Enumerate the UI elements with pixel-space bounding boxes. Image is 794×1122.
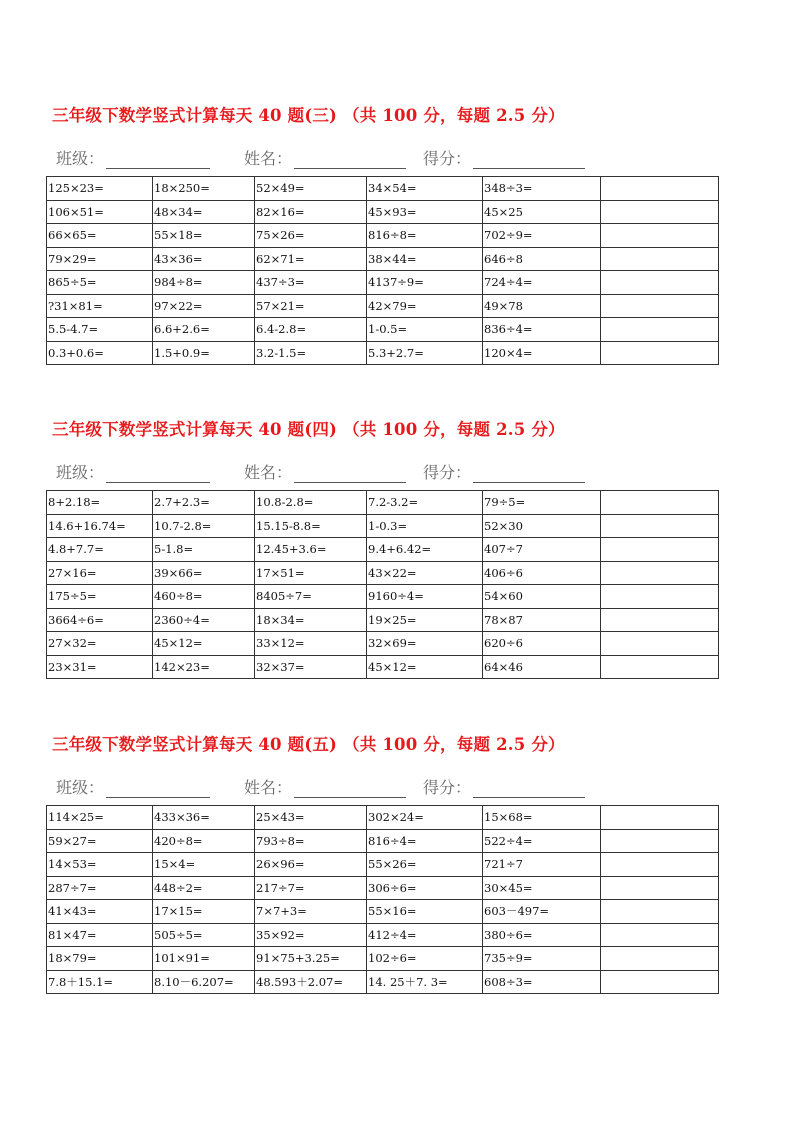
empty-cell — [601, 224, 719, 248]
problem-cell: 45×25 — [483, 200, 601, 224]
empty-cell — [601, 538, 719, 562]
table-row — [47, 341, 719, 365]
problem-cell: 620÷6 — [483, 632, 601, 656]
table-row — [47, 608, 719, 632]
problem-cell: 1-0.5= — [367, 318, 483, 342]
table-row — [47, 294, 719, 318]
problem-cell: 45×93= — [367, 200, 483, 224]
problem-cell: 7×7+3= — [255, 900, 367, 924]
problem-cell: 15×68= — [483, 806, 601, 830]
problem-cell: 57×21= — [255, 294, 367, 318]
empty-cell — [601, 294, 719, 318]
problem-cell: 14×53= — [47, 853, 153, 877]
section-title: 三年级下数学竖式计算每天 40 题(五) （共 100 分，每题 2.5 分） — [52, 735, 565, 754]
table-row — [47, 876, 719, 900]
problem-cell: 32×69= — [367, 632, 483, 656]
problem-cell: 15×4= — [153, 853, 255, 877]
problem-cell: 608÷3= — [483, 970, 601, 994]
problem-cell: 25×43= — [255, 806, 367, 830]
table-row — [47, 853, 719, 877]
problem-cell: 217÷7= — [255, 876, 367, 900]
problem-cell: 54×60 — [483, 585, 601, 609]
class-blank-line[interactable] — [106, 466, 210, 483]
problem-cell: 380÷6= — [483, 923, 601, 947]
table-row — [47, 538, 719, 562]
score-field — [423, 775, 585, 798]
problem-cell: 5-1.8= — [153, 538, 255, 562]
table-row — [47, 247, 719, 271]
problem-cell: 7.2-3.2= — [367, 491, 483, 515]
table-row — [47, 200, 719, 224]
class-field — [56, 775, 210, 798]
problem-cell: 82×16= — [255, 200, 367, 224]
problem-cell: 52×30 — [483, 514, 601, 538]
problem-cell: 55×16= — [367, 900, 483, 924]
class-blank-line[interactable] — [106, 152, 210, 169]
score-label: 得分： — [423, 778, 472, 797]
table-row — [47, 970, 719, 994]
empty-cell — [601, 341, 719, 365]
student-info-row — [56, 460, 616, 482]
problem-cell: 6.6+2.6= — [153, 318, 255, 342]
problem-cell: 106×51= — [47, 200, 153, 224]
problem-cell: 8.10－6.207= — [153, 970, 255, 994]
problem-cell: 836÷4= — [483, 318, 601, 342]
problem-cell: 18×250= — [153, 177, 255, 201]
student-info-row — [56, 775, 616, 797]
problem-cell: 43×36= — [153, 247, 255, 271]
problem-cell: 55×26= — [367, 853, 483, 877]
problem-cell: 42×79= — [367, 294, 483, 318]
problem-cell: 114×25= — [47, 806, 153, 830]
problem-cell: 41×43= — [47, 900, 153, 924]
problem-cell: 79×29= — [47, 247, 153, 271]
empty-cell — [601, 970, 719, 994]
empty-cell — [601, 923, 719, 947]
empty-cell — [601, 900, 719, 924]
problem-cell: 62×71= — [255, 247, 367, 271]
problem-cell: 49×78 — [483, 294, 601, 318]
problem-cell: 91×75+3.25= — [255, 947, 367, 971]
problem-cell: 26×96= — [255, 853, 367, 877]
table-row — [47, 632, 719, 656]
name-field — [244, 146, 406, 169]
empty-cell — [601, 947, 719, 971]
empty-cell — [601, 177, 719, 201]
problem-cell: 59×27= — [47, 829, 153, 853]
class-label: 班级： — [56, 463, 105, 482]
problem-cell: 125×23= — [47, 177, 153, 201]
table-row — [47, 491, 719, 515]
empty-cell — [601, 514, 719, 538]
problem-cell: 14.6+16.74= — [47, 514, 153, 538]
problem-cell: 30×45= — [483, 876, 601, 900]
class-field — [56, 460, 210, 483]
class-label: 班级： — [56, 778, 105, 797]
problem-cell: 102÷6= — [367, 947, 483, 971]
problem-cell: 10.7-2.8= — [153, 514, 255, 538]
problem-cell: 306÷6= — [367, 876, 483, 900]
problem-cell: 3.2-1.5= — [255, 341, 367, 365]
table-row — [47, 177, 719, 201]
empty-cell — [601, 318, 719, 342]
section-title: 三年级下数学竖式计算每天 40 题(四) （共 100 分，每题 2.5 分） — [52, 420, 565, 439]
score-label: 得分： — [423, 463, 472, 482]
problem-cell: 43×22= — [367, 561, 483, 585]
problem-cell: 5.5-4.7= — [47, 318, 153, 342]
problem-cell: 522÷4= — [483, 829, 601, 853]
problem-cell: 793÷8= — [255, 829, 367, 853]
empty-cell — [601, 247, 719, 271]
problem-cell: 8+2.18= — [47, 491, 153, 515]
name-blank-line[interactable] — [294, 466, 406, 483]
problem-cell: 18×79= — [47, 947, 153, 971]
empty-cell — [601, 853, 719, 877]
problem-cell: 10.8-2.8= — [255, 491, 367, 515]
problem-cell: 4137÷9= — [367, 271, 483, 295]
problem-cell: 412÷4= — [367, 923, 483, 947]
table-row — [47, 829, 719, 853]
class-blank-line[interactable] — [106, 781, 210, 798]
problem-cell: 724÷4= — [483, 271, 601, 295]
problem-cell: 0.3+0.6= — [47, 341, 153, 365]
problem-cell: 5.3+2.7= — [367, 341, 483, 365]
problem-cell: 4.8+7.7= — [47, 538, 153, 562]
problem-cell: 735÷9= — [483, 947, 601, 971]
problem-cell: 816÷4= — [367, 829, 483, 853]
problem-cell: 407÷7 — [483, 538, 601, 562]
problem-cell: ?31×81= — [47, 294, 153, 318]
problem-cell: 646÷8 — [483, 247, 601, 271]
problem-cell: 702÷9= — [483, 224, 601, 248]
problem-cell: 287÷7= — [47, 876, 153, 900]
table-row — [47, 655, 719, 679]
problem-cell: 175÷5= — [47, 585, 153, 609]
problem-cell: 64×46 — [483, 655, 601, 679]
problem-cell: 865÷5= — [47, 271, 153, 295]
name-blank-line[interactable] — [294, 781, 406, 798]
problem-cell: 302×24= — [367, 806, 483, 830]
empty-cell — [601, 806, 719, 830]
table-row — [47, 806, 719, 830]
score-label: 得分： — [423, 149, 472, 168]
empty-cell — [601, 829, 719, 853]
score-field — [423, 460, 585, 483]
score-blank-line[interactable] — [473, 152, 585, 169]
empty-cell — [601, 876, 719, 900]
problem-cell: 7.8＋15.1= — [47, 970, 153, 994]
name-field — [244, 460, 406, 483]
problem-cell: 75×26= — [255, 224, 367, 248]
problem-cell: 9.4+6.42= — [367, 538, 483, 562]
problem-cell: 420÷8= — [153, 829, 255, 853]
problem-cell: 721÷7 — [483, 853, 601, 877]
problem-cell: 45×12= — [153, 632, 255, 656]
problem-cell: 101×91= — [153, 947, 255, 971]
problem-cell: 52×49= — [255, 177, 367, 201]
problem-cell: 15.15-8.8= — [255, 514, 367, 538]
problem-cell: 48×34= — [153, 200, 255, 224]
problem-cell: 81×47= — [47, 923, 153, 947]
problem-cell: 816÷8= — [367, 224, 483, 248]
problem-cell: 6.4-2.8= — [255, 318, 367, 342]
problem-cell: 38×44= — [367, 247, 483, 271]
problem-cell: 448÷2= — [153, 876, 255, 900]
empty-cell — [601, 585, 719, 609]
problem-cell: 55×18= — [153, 224, 255, 248]
problem-cell: 120×4= — [483, 341, 601, 365]
empty-cell — [601, 655, 719, 679]
problem-cell: 23×31= — [47, 655, 153, 679]
score-field — [423, 146, 585, 169]
name-label: 姓名： — [244, 463, 293, 482]
student-info-row — [56, 146, 616, 168]
problem-cell: 48.593＋2.07= — [255, 970, 367, 994]
problem-cell: 33×12= — [255, 632, 367, 656]
empty-cell — [601, 608, 719, 632]
table-row — [47, 224, 719, 248]
table-row — [47, 585, 719, 609]
empty-cell — [601, 632, 719, 656]
problem-table — [46, 805, 719, 994]
problem-cell: 79÷5= — [483, 491, 601, 515]
problem-cell: 437÷3= — [255, 271, 367, 295]
table-row — [47, 514, 719, 538]
name-field — [244, 775, 406, 798]
problem-cell: 32×37= — [255, 655, 367, 679]
problem-cell: 505÷5= — [153, 923, 255, 947]
problem-cell: 406÷6 — [483, 561, 601, 585]
problem-cell: 8405÷7= — [255, 585, 367, 609]
problem-cell: 12.45+3.6= — [255, 538, 367, 562]
problem-cell: 78×87 — [483, 608, 601, 632]
name-label: 姓名： — [244, 149, 293, 168]
problem-cell: 27×32= — [47, 632, 153, 656]
empty-cell — [601, 561, 719, 585]
class-field — [56, 146, 210, 169]
problem-cell: 45×12= — [367, 655, 483, 679]
problem-cell: 17×15= — [153, 900, 255, 924]
table-row — [47, 900, 719, 924]
name-label: 姓名： — [244, 778, 293, 797]
problem-cell: 1.5+0.9= — [153, 341, 255, 365]
problem-cell: 433×36= — [153, 806, 255, 830]
problem-table — [46, 490, 719, 679]
problem-cell: 17×51= — [255, 561, 367, 585]
problem-cell: 603－497= — [483, 900, 601, 924]
empty-cell — [601, 271, 719, 295]
problem-table — [46, 176, 719, 365]
problem-cell: 66×65= — [47, 224, 153, 248]
table-row — [47, 947, 719, 971]
problem-cell: 19×25= — [367, 608, 483, 632]
problem-cell: 348÷3= — [483, 177, 601, 201]
problem-cell: 27×16= — [47, 561, 153, 585]
problem-cell: 142×23= — [153, 655, 255, 679]
problem-cell: 34×54= — [367, 177, 483, 201]
empty-cell — [601, 200, 719, 224]
problem-cell: 39×66= — [153, 561, 255, 585]
class-label: 班级： — [56, 149, 105, 168]
table-row — [47, 923, 719, 947]
empty-cell — [601, 491, 719, 515]
problem-cell: 9160÷4= — [367, 585, 483, 609]
problem-cell: 35×92= — [255, 923, 367, 947]
problem-cell: 3664÷6= — [47, 608, 153, 632]
problem-cell: 18×34= — [255, 608, 367, 632]
problem-cell: 97×22= — [153, 294, 255, 318]
problem-cell: 2.7+2.3= — [153, 491, 255, 515]
table-row — [47, 318, 719, 342]
section-title: 三年级下数学竖式计算每天 40 题(三) （共 100 分，每题 2.5 分） — [52, 106, 565, 125]
problem-cell: 1-0.3= — [367, 514, 483, 538]
problem-cell: 14. 25＋7. 3= — [367, 970, 483, 994]
score-blank-line[interactable] — [473, 466, 585, 483]
name-blank-line[interactable] — [294, 152, 406, 169]
table-row — [47, 561, 719, 585]
problem-cell: 2360÷4= — [153, 608, 255, 632]
problem-cell: 460÷8= — [153, 585, 255, 609]
problem-cell: 984÷8= — [153, 271, 255, 295]
score-blank-line[interactable] — [473, 781, 585, 798]
table-row — [47, 271, 719, 295]
